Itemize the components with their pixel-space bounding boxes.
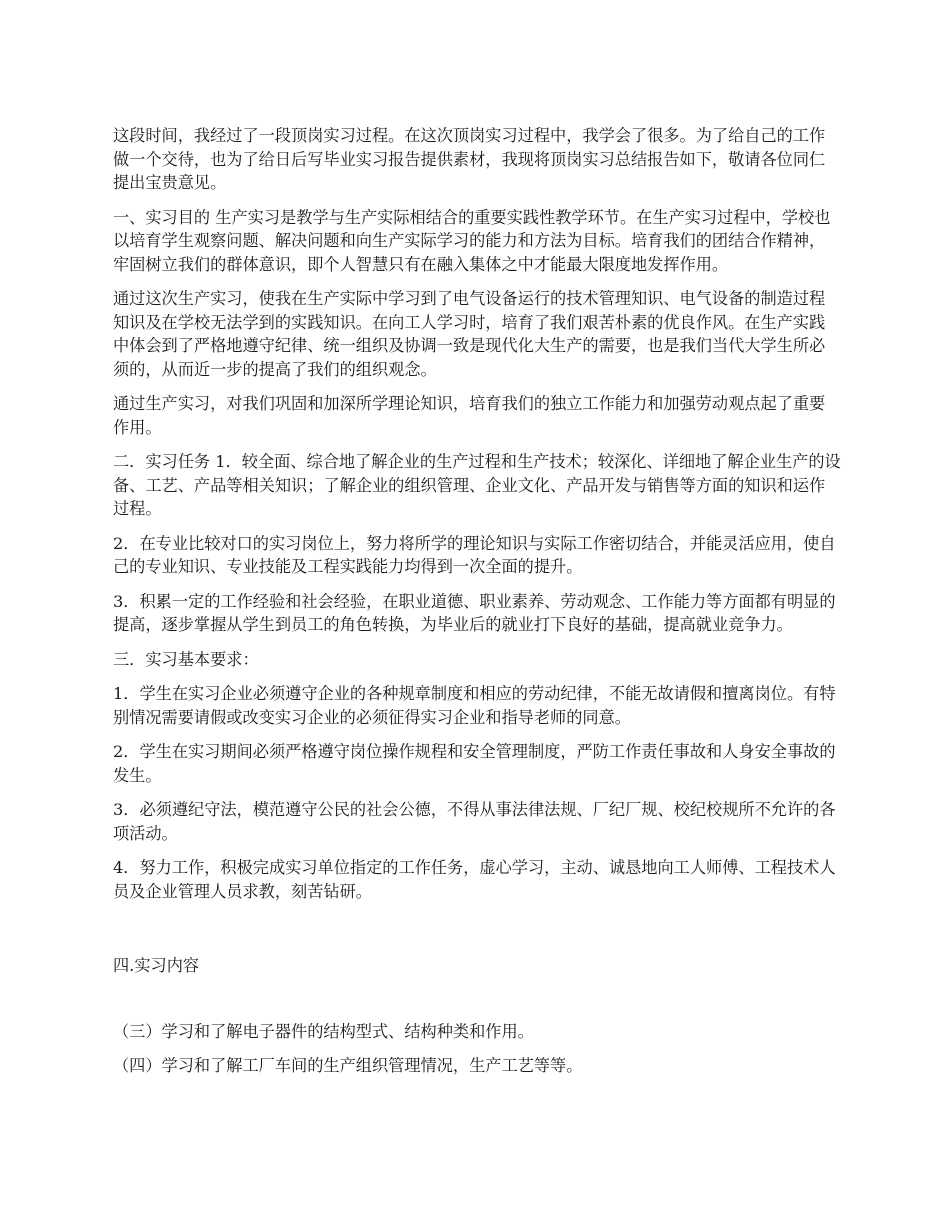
section2-item-3: 3．积累一定的工作经验和社会经验，在职业道德、职业素养、劳动观念、工作能力等方面都有明显的提高，逐步掌握从学生到员工的角色转换，为毕业后的就业打下良好的基础，提高就业竞争力。 bbox=[113, 591, 836, 634]
intro-paragraph: 这段时间，我经过了一段顶岗实习过程。在这次顶岗实习过程中，我学会了很多。为了给自己的工作做一个交待，也为了给日后写毕业实习报告提供素材，我现将顶岗实习总结报告如下，敬请各位同仁提出宝贵意见。 bbox=[113, 126, 826, 192]
section2-item-2: 2．在专业比较对口的实习岗位上，努力将所学的理论知识与实际工作密切结合，并能灵活应用，使自己的专业知识、专业技能及工程实践能力均得到一次全面的提升。 bbox=[113, 533, 836, 576]
section3-item-4: 4．努力工作，积极完成实习单位指定的工作任务，虚心学习，主动、诚恳地向工人师傅、工程技术人员及企业管理人员求教，刻苦钻研。 bbox=[113, 858, 836, 901]
section2-paragraph: 二．实习任务 1．较全面、综合地了解企业的生产过程和生产技术；较深化、详细地了解企业生产的设备、工艺、产品等相关知识；了解企业的组织管理、企业文化、产品开发与销售等方面的知识和运作过程。 bbox=[113, 452, 841, 518]
section4-heading: 四.实习内容 bbox=[113, 956, 200, 975]
section3-item-1: 1．学生在实习企业必须遵守企业的各种规章制度和相应的劳动纪律，不能无故请假和擅离岗位。有特别情况需要请假或改变实习企业的必须征得实习企业和指导老师的同意。 bbox=[113, 684, 836, 727]
section4-item: （三）学习和了解电子器件的结构型式、结构种类和作用。 bbox=[113, 1021, 534, 1041]
document-page bbox=[113, 124, 841, 1089]
section1-paragraph-2: 通过这次生产实习，使我在生产实际中学习到了电气设备运行的技术管理知识、电气设备的制造过程知识及在学校无法学到的实践知识。在向工人学习时，培育了我们艰苦朴素的优良作风。在生产实践中体会到了严格地遵守纪律、统一组织及协调一致是现代化大生产的需要，也是我们当代大学生所必须的，从而近一步的提高了我们的组织观念。 bbox=[113, 289, 826, 379]
section3-item-2: 2．学生在实习期间必须严格遵守岗位操作规程和安全管理制度，严防工作责任事故和人身安全事故的发生。 bbox=[113, 742, 836, 785]
section3-heading: 三．实习基本要求： bbox=[113, 649, 259, 669]
spacer bbox=[113, 914, 841, 954]
spacer bbox=[113, 978, 841, 1020]
section1-paragraph: 一、实习目的 生产实习是教学与生产实际相结合的重要实践性教学环节。在生产实习过程中，学校也以培育学生观察问题、解决问题和向生产实际学习的能力和方法为目标。培育我们的团结合作精神，牢固树立我们的群体意识，即个人智慧只有在融入集体之中才能最大限度地发挥作用。 bbox=[113, 207, 831, 274]
section3-item-3: 3．必须遵纪守法，模范遵守公民的社会公德，不得从事法律法规、厂纪厂规、校纪校规所不允许的各项活动。 bbox=[113, 800, 836, 843]
section1-paragraph-3: 通过生产实习，对我们巩固和加深所学理论知识，培育我们的独立工作能力和加强劳动观点起了重要作用。 bbox=[113, 394, 826, 437]
section4-item: （四）学习和了解工厂车间的生产组织管理情况，生产工艺等等。 bbox=[113, 1056, 583, 1075]
